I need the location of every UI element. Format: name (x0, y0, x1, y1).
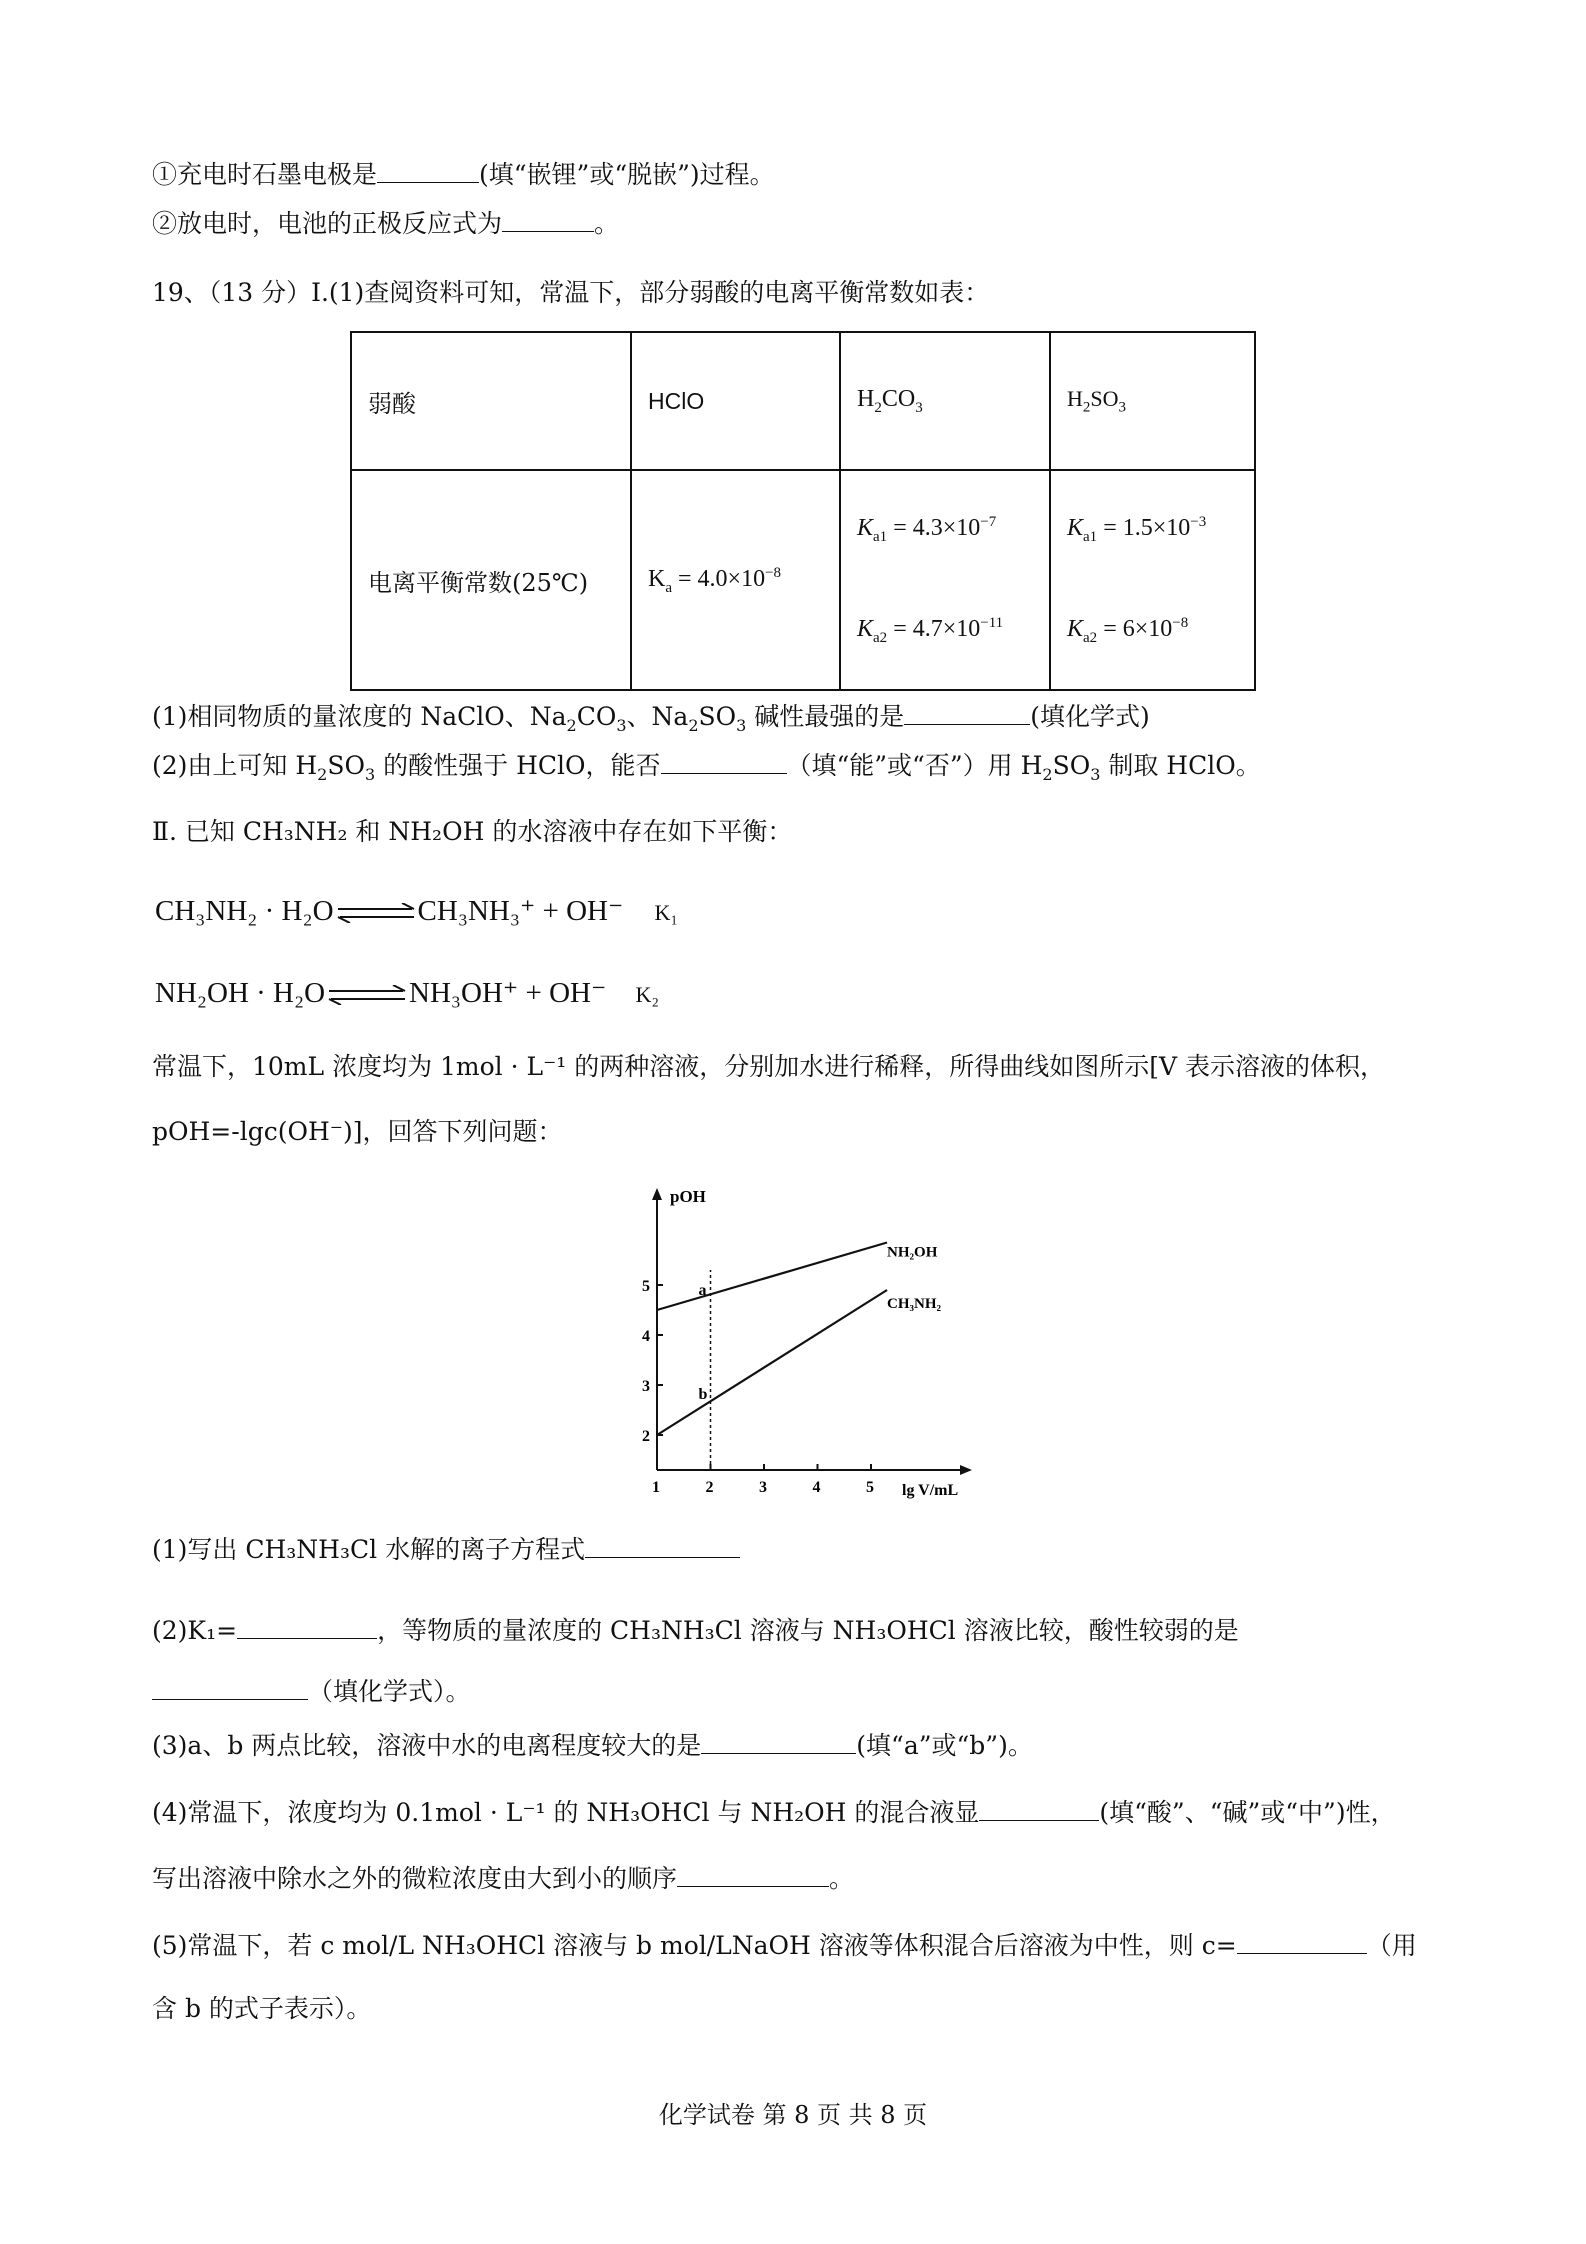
y-axis-arrow-icon (652, 1188, 662, 1200)
q19-sub4-cont: 写出溶液中除水之外的微粒浓度由大到小的顺序 。 (152, 1864, 855, 1893)
series-line (657, 1243, 887, 1311)
text: ①充电时石墨电极是 (152, 160, 378, 189)
q19-sub2: (2)K₁= ，等物质的量浓度的 CH₃NH₃Cl 溶液与 NH₃OHCl 溶液比较，酸性较弱的是 (152, 1616, 1239, 1645)
q19-dilution-line-2: pOH=-lgc(OH⁻)]，回答下列问题： (152, 1117, 563, 1146)
table-header-acid: 弱酸 (351, 332, 631, 470)
q19-intro: 19、（13 分）Ⅰ.(1)查阅资料可知，常温下，部分弱酸的电离平衡常数如表： (152, 278, 990, 307)
equilibrium-arrow-icon (327, 985, 407, 1005)
h2co3-ka: $K_{a1} = 4.3\times 10^{-7}$ $K_{a2} = 4.7\times 10^{-11}$ (840, 470, 1050, 690)
q18-line-2 (152, 207, 619, 241)
series-label: CH₃NH₂ (887, 1296, 942, 1312)
answer-blank[interactable] (1237, 1929, 1367, 1954)
text: 。 (594, 209, 620, 238)
page-footer: 化学试卷 第 8 页 共 8 页 (658, 2101, 928, 2129)
q19-sub4: (4)常温下，浓度均为 0.1mol · L⁻¹ 的 NH₃OHCl 与 NH₂OH 的混合液显 (填“酸”、“碱”或“中”)性， (152, 1798, 1396, 1827)
answer-blank[interactable] (152, 1675, 308, 1700)
q19-sub1: (1)写出 CH₃NH₃Cl 水解的离子方程式 (152, 1533, 740, 1567)
ionization-constant-table (350, 331, 1256, 691)
text: ②放电时，电池的正极反应式为 (152, 209, 503, 238)
answer-blank[interactable] (585, 1533, 740, 1558)
answer-blank[interactable] (677, 1862, 829, 1887)
x-axis-label: lg V/mL (902, 1482, 959, 1499)
table-header-h2co3: $H_2CO_3$ (840, 332, 1050, 470)
table-row-label: 电离平衡常数(25℃) (351, 470, 631, 690)
q19-part1-sub2: (2)由上可知 $H_2SO_3$ 的酸性强于 HClO，能否 （填“能”或“否”）用 $H_2SO_3$ 制取 HClO。 (152, 751, 1261, 784)
answer-blank[interactable] (904, 700, 1030, 725)
answer-blank[interactable] (979, 1796, 1099, 1821)
x-tick-label: 5 (866, 1479, 874, 1496)
answer-blank[interactable] (701, 1729, 856, 1754)
x-tick-label: 3 (759, 1479, 767, 1496)
y-tick-label: 4 (642, 1328, 650, 1345)
series-line (657, 1290, 887, 1435)
h2so3-ka: $K_{a1} = 1.5\times 10^{-3}$ $K_{a2} = 6\times 10^{-8}$ (1050, 470, 1255, 690)
y-axis-label: pOH (670, 1187, 706, 1206)
q19-sub5: (5)常温下，若 c mol/L NH₃OHCl 溶液与 b mol/LNaOH 溶液等体积混合后溶液为中性，则 c= （用 (152, 1931, 1417, 1960)
q19-sub2-cont: （填化学式）。 (152, 1675, 471, 1709)
answer-blank[interactable] (661, 749, 787, 774)
answer-blank[interactable] (377, 158, 479, 183)
q19-part2-intro: Ⅱ. 已知 CH₃NH₂ 和 NH₂OH 的水溶液中存在如下平衡： (152, 817, 793, 846)
q18-line-1 (152, 158, 775, 192)
y-tick-label: 5 (642, 1278, 650, 1295)
dilution-chart (620, 1180, 990, 1510)
q19-sub5-cont: 含 b 的式子表示）。 (152, 1994, 372, 2023)
table-header-hclo: HClO (631, 332, 840, 470)
hclo-ka: $K_a = 4.0\times 10^{-8}$ (631, 470, 840, 690)
y-tick-label: 2 (642, 1428, 650, 1445)
answer-blank[interactable] (237, 1614, 377, 1639)
x-tick-label: 1 (652, 1479, 660, 1496)
point-label: b (698, 1386, 708, 1403)
q19-sub3: (3)a、b 两点比较，溶液中水的电离程度较大的是 (填“a”或“b”)。 (152, 1731, 1033, 1760)
answer-blank[interactable] (502, 207, 594, 232)
equilibrium-1: CH₃NH₂ · H₂O CH₃NH₃⁺ + OH⁻ K₁ (155, 895, 679, 927)
x-tick-label: 4 (812, 1479, 821, 1496)
table-header-h2so3: $H_2SO_3$ (1050, 332, 1255, 470)
series-label: NH₂OH (887, 1244, 938, 1261)
equilibrium-arrow-icon (336, 903, 416, 923)
text: (填“嵌锂”或“脱嵌”)过程。 (479, 160, 775, 189)
x-axis-arrow-icon (960, 1465, 972, 1475)
q19-dilution-line-1: 常温下，10mL 浓度均为 1mol · L⁻¹ 的两种溶液，分别加水进行稀释，所得曲线如图所示[V 表示溶液的体积， (152, 1052, 1386, 1081)
point-label: a (698, 1282, 707, 1299)
y-tick-label: 3 (642, 1378, 650, 1395)
x-tick-label: 2 (705, 1479, 714, 1496)
equilibrium-2: NH₂OH · H₂O NH₃OH⁺ + OH⁻ K₂ (155, 977, 660, 1009)
q19-part1-sub1: (1)相同物质的量浓度的 NaClO、$Na_2CO_3$、$Na_2SO_3$ 碱性最强的是 (填化学式) (152, 702, 1150, 735)
